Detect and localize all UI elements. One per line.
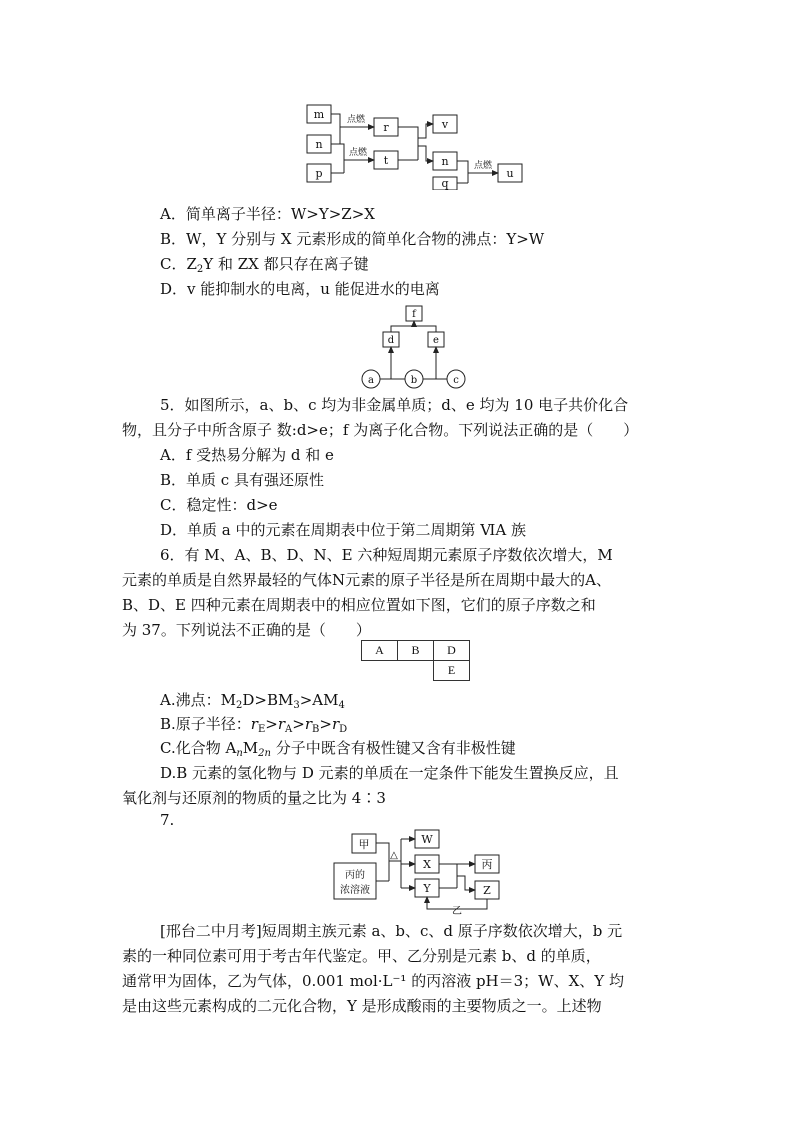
q6-option-d-line-2: 氧化剂与还原剂的物质的量之比为 4∶3 — [122, 789, 386, 807]
q6-stem-line-1: 6．有 M、A、B、D、N、E 六种短周期元素原子序数依次增大，M — [160, 546, 613, 564]
label-heat: △ — [390, 850, 398, 861]
node-m: m — [313, 108, 325, 121]
q6-stem-line-2: 元素的单质是自然界最轻的气体N元素的原子半径是所在周期中最大的A、 — [122, 571, 611, 589]
cell-e: E — [434, 661, 470, 681]
node-bing-line-1: 丙的 — [345, 870, 365, 881]
q7-stem-line-3: 通常甲为固体，乙为气体，0.001 mol·L⁻¹ 的丙溶液 pH＝3；W、X、Y 均 — [122, 972, 624, 990]
node-jia: 甲 — [358, 838, 370, 851]
q6-option-a: A.沸点：$M_2D>BM_3>AM_4$ — [160, 691, 345, 711]
node-f: f — [412, 309, 416, 320]
label-ignite-1: 点燃 — [346, 115, 366, 125]
q6-option-c: C.化合物 $A_nM_{2n}$ 分子中既含有极性键又含有非极性键 — [160, 739, 516, 759]
node-w: W — [421, 833, 433, 846]
q5-stem-line-1: 5．如图所示，a、b、c 均为非金属单质；d、e 均为 10 电子共价化合 — [160, 396, 629, 414]
reaction-diagram-3 — [325, 825, 510, 915]
node-p: p — [315, 167, 323, 180]
reaction-diagram-1 — [300, 98, 560, 190]
node-d: d — [387, 335, 395, 346]
q6-stem-line-4: 为 37。下列说法不正确的是（ ） — [122, 621, 371, 639]
periodic-table-fragment — [361, 640, 470, 681]
node-b: b — [410, 375, 418, 386]
node-n2: n — [441, 155, 449, 168]
node-a: a — [368, 375, 374, 386]
node-z: Z — [483, 884, 491, 897]
node-n1: n — [315, 138, 323, 151]
reaction-diagram-2 — [355, 302, 470, 390]
node-t: t — [383, 154, 389, 167]
node-r: r — [383, 121, 389, 134]
q5-stem-line-2: 物，且分子中所含原子 数:d>e；f 为离子化合物。下列说法正确的是（ ） — [122, 421, 639, 439]
q4-option-b: B．W，Y 分别与 X 元素形成的简单化合物的沸点：Y>W — [160, 230, 545, 248]
node-y: Y — [423, 882, 431, 895]
node-v: v — [441, 118, 449, 131]
node-e: e — [433, 335, 439, 346]
label-ignite-3: 点燃 — [473, 161, 493, 171]
node-q: q — [441, 177, 449, 190]
q7-stem-line-2: 素的一种同位素可用于考古年代鉴定。甲、乙分别是元素 b、d 的单质， — [122, 947, 601, 965]
q5-option-a: A．f 受热易分解为 d 和 e — [160, 446, 334, 464]
node-u: u — [506, 167, 514, 180]
cell-d: D — [434, 641, 470, 661]
q5-option-b: B．单质 c 具有强还原性 — [160, 471, 324, 489]
q7-number: 7. — [160, 811, 175, 829]
q4-option-a: A．简单离子半径：W>Y>Z>X — [160, 205, 375, 223]
q6-option-d-line-1: D.B 元素的氢化物与 D 元素的单质在一定条件下能发生置换反应，且 — [160, 764, 619, 782]
q6-option-b: B.原子半径：$r_E>r_A>r_B>r_D$ — [160, 715, 348, 735]
q6-stem-line-3: B、D、E 四种元素在周期表中的相应位置如下图，它们的原子序数之和 — [122, 596, 596, 614]
node-x: X — [423, 858, 431, 871]
q4-option-c: C．$Z_2Y$ 和 ZX 都只存在离子键 — [160, 255, 369, 275]
cell-b: B — [398, 641, 434, 661]
label-yi: 乙 — [452, 906, 462, 915]
q7-stem-line-4: 是由这些元素构成的二元化合物，Y 是形成酸雨的主要物质之一。上述物 — [122, 997, 602, 1015]
cell-a: A — [362, 641, 398, 661]
q4-option-d: D．v 能抑制水的电离，u 能促进水的电离 — [160, 280, 440, 298]
node-bing-line-2: 浓溶液 — [340, 885, 370, 896]
q5-option-d: D．单质 a 中的元素在周期表中位于第二周期第 ⅥA 族 — [160, 521, 526, 539]
label-ignite-2: 点燃 — [348, 148, 368, 158]
q5-option-c: C．稳定性：d>e — [160, 496, 278, 514]
node-c: c — [453, 375, 459, 386]
q7-stem-line-1: [邢台二中月考]短周期主族元素 a、b、c、d 原子序数依次增大，b 元 — [160, 922, 623, 940]
node-bing: 丙 — [481, 858, 493, 871]
